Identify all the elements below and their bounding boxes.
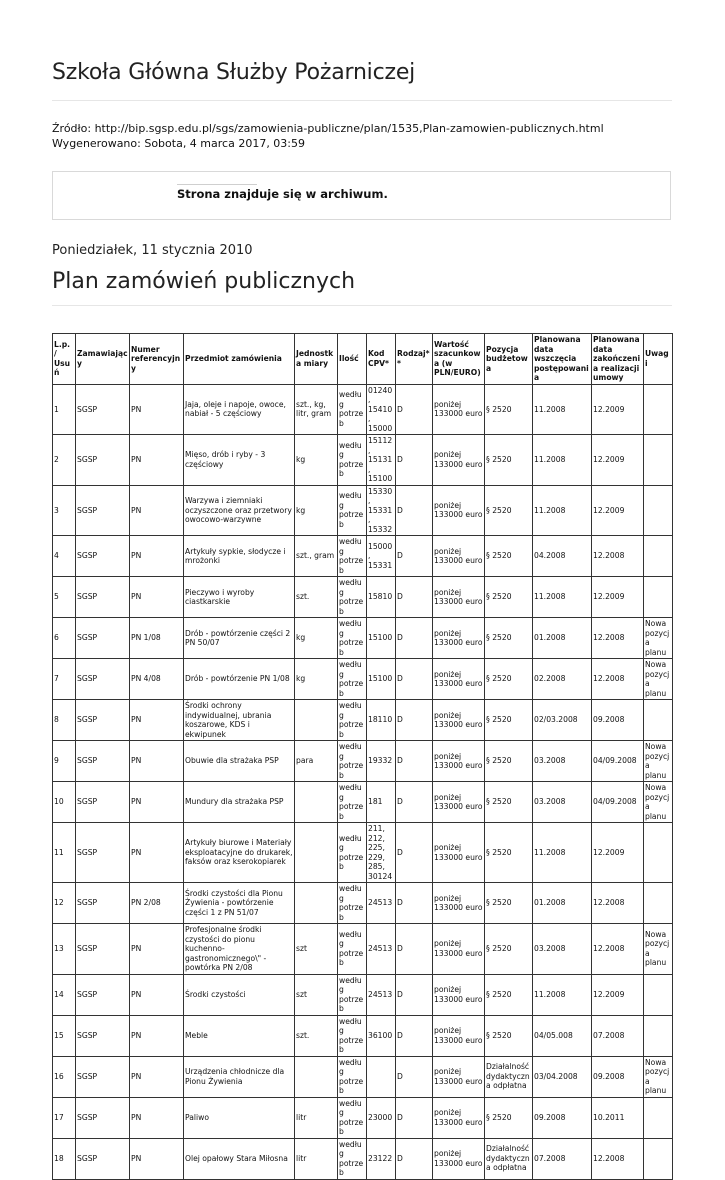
cell-jednostka: szt., kg, litr, gram xyxy=(295,384,338,435)
cell-pozycja: § 2520 xyxy=(485,577,533,618)
cell-numer: PN xyxy=(130,823,184,883)
divider xyxy=(52,305,672,306)
cell-rodzaj: D xyxy=(396,485,433,536)
cell-numer: PN xyxy=(130,577,184,618)
cell-ilosc: według potrzeb xyxy=(338,577,367,618)
cell-start: 11.2008 xyxy=(533,485,592,536)
cell-uwagi: Nowa pozycja planu xyxy=(644,782,673,823)
cell-numer: PN 4/08 xyxy=(130,659,184,700)
cell-kod-cpv: 15100 xyxy=(367,659,396,700)
cell-rodzaj: D xyxy=(396,435,433,486)
cell-uwagi xyxy=(644,435,673,486)
header-lp: L.p. / Usuń xyxy=(53,334,76,385)
cell-kod-cpv: 15112, 15131, 15100 xyxy=(367,435,396,486)
table-row xyxy=(53,1015,673,1056)
cell-rodzaj: D xyxy=(396,1015,433,1056)
cell-pozycja: § 2520 xyxy=(485,1015,533,1056)
cell-kod-cpv xyxy=(367,1056,396,1097)
cell-numer: PN xyxy=(130,435,184,486)
cell-pozycja: § 2520 xyxy=(485,536,533,577)
cell-jednostka xyxy=(295,883,338,924)
cell-end: 12.2008 xyxy=(592,618,644,659)
table-row xyxy=(53,883,673,924)
cell-zamawiajacy: SGSP xyxy=(76,1138,130,1179)
table-row xyxy=(53,823,673,883)
procurement-plan-table xyxy=(52,333,673,1180)
cell-jednostka xyxy=(295,700,338,741)
cell-rodzaj: D xyxy=(396,384,433,435)
cell-numer: PN xyxy=(130,485,184,536)
cell-numer: PN xyxy=(130,384,184,435)
cell-lp: 2 xyxy=(53,435,76,486)
cell-jednostka: para xyxy=(295,741,338,782)
cell-zamawiajacy: SGSP xyxy=(76,1097,130,1138)
cell-przedmiot: Środki czystości xyxy=(184,974,295,1015)
cell-rodzaj: D xyxy=(396,1056,433,1097)
cell-numer: PN xyxy=(130,782,184,823)
cell-rodzaj: D xyxy=(396,883,433,924)
cell-lp: 6 xyxy=(53,618,76,659)
page-title: Plan zamówień publicznych xyxy=(52,269,356,294)
cell-przedmiot: Drób - powtórzenie PN 1/08 xyxy=(184,659,295,700)
header-start: Planowana data wszczęcia postępowania xyxy=(533,334,592,385)
cell-przedmiot: Profesjonalne środki czystości do pionu kuchenno-gastronomicznego\" - powtórka PN 2/08 xyxy=(184,924,295,975)
table-header-row xyxy=(53,334,673,385)
table-row xyxy=(53,618,673,659)
cell-pozycja: § 2520 xyxy=(485,974,533,1015)
cell-lp: 3 xyxy=(53,485,76,536)
cell-kod-cpv: 24513 xyxy=(367,883,396,924)
cell-przedmiot: Drób - powtórzenie części 2 PN 50/07 xyxy=(184,618,295,659)
cell-lp: 16 xyxy=(53,1056,76,1097)
cell-pozycja: Działalność dydaktyczna odpłatna xyxy=(485,1056,533,1097)
cell-start: 03.2008 xyxy=(533,782,592,823)
cell-pozycja: § 2520 xyxy=(485,485,533,536)
cell-jednostka: kg xyxy=(295,435,338,486)
cell-ilosc: według potrzeb xyxy=(338,618,367,659)
cell-wartosc: poniżej 133000 euro xyxy=(433,924,485,975)
cell-zamawiajacy: SGSP xyxy=(76,659,130,700)
cell-rodzaj: D xyxy=(396,782,433,823)
cell-przedmiot: Artykuły sypkie, słodycze i mrożonki xyxy=(184,536,295,577)
cell-zamawiajacy: SGSP xyxy=(76,1015,130,1056)
cell-rodzaj: D xyxy=(396,618,433,659)
cell-wartosc: poniżej 133000 euro xyxy=(433,577,485,618)
cell-end: 04/09.2008 xyxy=(592,741,644,782)
cell-pozycja: § 2520 xyxy=(485,700,533,741)
cell-jednostka: szt., gram xyxy=(295,536,338,577)
header-end: Planowana data zakończenia realizacji umowy xyxy=(592,334,644,385)
header-jednostka: Jednostka miary xyxy=(295,334,338,385)
cell-przedmiot: Artykuły biurowe i Materiały eksploatacyjne do drukarek, faksów oraz kserokopiarek xyxy=(184,823,295,883)
cell-ilosc: według potrzeb xyxy=(338,1056,367,1097)
cell-end: 10.2011 xyxy=(592,1097,644,1138)
cell-start: 11.2008 xyxy=(533,435,592,486)
cell-jednostka xyxy=(295,1056,338,1097)
cell-end: 12.2008 xyxy=(592,536,644,577)
cell-rodzaj: D xyxy=(396,1138,433,1179)
cell-numer: PN 2/08 xyxy=(130,883,184,924)
cell-pozycja: § 2520 xyxy=(485,435,533,486)
cell-ilosc: według potrzeb xyxy=(338,384,367,435)
cell-start: 04.2008 xyxy=(533,536,592,577)
cell-end: 12.2009 xyxy=(592,435,644,486)
table-row xyxy=(53,435,673,486)
table-row xyxy=(53,577,673,618)
cell-ilosc: według potrzeb xyxy=(338,1097,367,1138)
cell-start: 02.2008 xyxy=(533,659,592,700)
cell-pozycja: § 2520 xyxy=(485,782,533,823)
header-uwagi: Uwagi xyxy=(644,334,673,385)
cell-pozycja: § 2520 xyxy=(485,1097,533,1138)
cell-end: 12.2009 xyxy=(592,384,644,435)
cell-start: 03.2008 xyxy=(533,741,592,782)
cell-zamawiajacy: SGSP xyxy=(76,435,130,486)
cell-start: 11.2008 xyxy=(533,384,592,435)
cell-start: 11.2008 xyxy=(533,974,592,1015)
header-wartosc: Wartość szacunkowa (w PLN/EURO) xyxy=(433,334,485,385)
table-row xyxy=(53,700,673,741)
cell-przedmiot: Jaja, oleje i napoje, owoce, nabiał - 5 częściowy xyxy=(184,384,295,435)
cell-uwagi xyxy=(644,536,673,577)
cell-zamawiajacy: SGSP xyxy=(76,577,130,618)
cell-uwagi: Nowa pozycja planu xyxy=(644,618,673,659)
cell-lp: 9 xyxy=(53,741,76,782)
cell-ilosc: według potrzeb xyxy=(338,823,367,883)
cell-przedmiot: Środki czystości dla Pionu Żywienia - powtórzenie części 1 z PN 51/07 xyxy=(184,883,295,924)
cell-start: 01.2008 xyxy=(533,618,592,659)
cell-end: 07.2008 xyxy=(592,1015,644,1056)
header-rodzaj: Rodzaj** xyxy=(396,334,433,385)
cell-lp: 1 xyxy=(53,384,76,435)
cell-uwagi xyxy=(644,1097,673,1138)
cell-lp: 18 xyxy=(53,1138,76,1179)
cell-rodzaj: D xyxy=(396,659,433,700)
cell-numer: PN xyxy=(130,536,184,577)
header-kod: Kod CPV* xyxy=(367,334,396,385)
archive-notice: Strona znajduje się w archiwum. xyxy=(177,187,388,201)
cell-jednostka: kg xyxy=(295,485,338,536)
cell-uwagi xyxy=(644,1015,673,1056)
table-row xyxy=(53,1138,673,1179)
table-row xyxy=(53,1056,673,1097)
cell-zamawiajacy: SGSP xyxy=(76,618,130,659)
cell-zamawiajacy: SGSP xyxy=(76,782,130,823)
cell-przedmiot: Obuwie dla strażaka PSP xyxy=(184,741,295,782)
cell-wartosc: poniżej 133000 euro xyxy=(433,384,485,435)
archive-notice-box xyxy=(52,171,671,220)
cell-end: 12.2009 xyxy=(592,823,644,883)
cell-wartosc: poniżej 133000 euro xyxy=(433,883,485,924)
table-row xyxy=(53,741,673,782)
cell-uwagi xyxy=(644,883,673,924)
generated-date-line: Wygenerowano: Sobota, 4 marca 2017, 03:59 xyxy=(52,137,306,150)
cell-kod-cpv: 01240, 15410, 15000 xyxy=(367,384,396,435)
cell-kod-cpv: 15000, 15331 xyxy=(367,536,396,577)
cell-lp: 10 xyxy=(53,782,76,823)
cell-kod-cpv: 18110 xyxy=(367,700,396,741)
table-row xyxy=(53,924,673,975)
cell-wartosc: poniżej 133000 euro xyxy=(433,618,485,659)
table-row xyxy=(53,1097,673,1138)
cell-zamawiajacy: SGSP xyxy=(76,1056,130,1097)
table-body xyxy=(53,384,673,1179)
source-url-line: Źródło: http://bip.sgsp.edu.pl/sgs/zamowienia-publiczne/plan/1535,Plan-zamowien-publicznych.html xyxy=(52,122,604,135)
cell-wartosc: poniżej 133000 euro xyxy=(433,700,485,741)
cell-lp: 17 xyxy=(53,1097,76,1138)
header-przedmiot: Przedmiot zamówienia xyxy=(184,334,295,385)
cell-jednostka xyxy=(295,823,338,883)
cell-ilosc: według potrzeb xyxy=(338,1138,367,1179)
cell-start: 09.2008 xyxy=(533,1097,592,1138)
cell-end: 12.2009 xyxy=(592,577,644,618)
cell-kod-cpv: 23000 xyxy=(367,1097,396,1138)
cell-wartosc: poniżej 133000 euro xyxy=(433,1056,485,1097)
cell-przedmiot: Olej opałowy Stara Miłosna xyxy=(184,1138,295,1179)
cell-lp: 14 xyxy=(53,974,76,1015)
cell-kod-cpv: 24513 xyxy=(367,974,396,1015)
cell-wartosc: poniżej 133000 euro xyxy=(433,823,485,883)
cell-zamawiajacy: SGSP xyxy=(76,700,130,741)
cell-numer: PN xyxy=(130,924,184,975)
cell-pozycja: § 2520 xyxy=(485,924,533,975)
cell-lp: 7 xyxy=(53,659,76,700)
cell-kod-cpv: 181 xyxy=(367,782,396,823)
cell-numer: PN xyxy=(130,1138,184,1179)
cell-pozycja: § 2520 xyxy=(485,659,533,700)
cell-uwagi: Nowa pozycja planu xyxy=(644,659,673,700)
cell-pozycja: § 2520 xyxy=(485,618,533,659)
cell-end: 12.2009 xyxy=(592,485,644,536)
cell-start: 11.2008 xyxy=(533,823,592,883)
cell-przedmiot: Paliwo xyxy=(184,1097,295,1138)
cell-ilosc: według potrzeb xyxy=(338,924,367,975)
header-pozycja: Pozycja budżetowa xyxy=(485,334,533,385)
cell-uwagi: Nowa pozycja planu xyxy=(644,1056,673,1097)
cell-numer: PN xyxy=(130,700,184,741)
cell-numer: PN xyxy=(130,974,184,1015)
cell-end: 04/09.2008 xyxy=(592,782,644,823)
publication-date: Poniedziałek, 11 stycznia 2010 xyxy=(52,243,253,258)
cell-wartosc: poniżej 133000 euro xyxy=(433,1097,485,1138)
cell-end: 09.2008 xyxy=(592,1056,644,1097)
cell-zamawiajacy: SGSP xyxy=(76,823,130,883)
cell-start: 03/04.2008 xyxy=(533,1056,592,1097)
cell-jednostka: szt. xyxy=(295,577,338,618)
cell-ilosc: według potrzeb xyxy=(338,659,367,700)
cell-uwagi xyxy=(644,700,673,741)
cell-kod-cpv: 211, 212, 225, 229, 285, 30124 xyxy=(367,823,396,883)
cell-numer: PN xyxy=(130,1097,184,1138)
cell-ilosc: według potrzeb xyxy=(338,700,367,741)
cell-end: 12.2008 xyxy=(592,883,644,924)
cell-pozycja: § 2520 xyxy=(485,741,533,782)
cell-end: 12.2008 xyxy=(592,924,644,975)
cell-start: 01.2008 xyxy=(533,883,592,924)
cell-przedmiot: Meble xyxy=(184,1015,295,1056)
cell-ilosc: według potrzeb xyxy=(338,435,367,486)
cell-kod-cpv: 23122 xyxy=(367,1138,396,1179)
cell-rodzaj: D xyxy=(396,924,433,975)
cell-end: 12.2009 xyxy=(592,974,644,1015)
cell-jednostka xyxy=(295,782,338,823)
cell-start: 02/03.2008 xyxy=(533,700,592,741)
cell-ilosc: według potrzeb xyxy=(338,1015,367,1056)
cell-przedmiot: Mundury dla strażaka PSP xyxy=(184,782,295,823)
cell-pozycja: Działalność dydaktyczna odpłatna xyxy=(485,1138,533,1179)
cell-wartosc: poniżej 133000 euro xyxy=(433,485,485,536)
cell-ilosc: według potrzeb xyxy=(338,536,367,577)
cell-rodzaj: D xyxy=(396,577,433,618)
cell-przedmiot: Warzywa i ziemniaki oczyszczone oraz przetwory owocowo-warzywne xyxy=(184,485,295,536)
cell-uwagi: Nowa pozycja planu xyxy=(644,924,673,975)
table-row xyxy=(53,782,673,823)
header-ilosc: Ilość xyxy=(338,334,367,385)
cell-lp: 4 xyxy=(53,536,76,577)
source-meta xyxy=(52,121,604,151)
cell-lp: 12 xyxy=(53,883,76,924)
cell-jednostka: litr xyxy=(295,1097,338,1138)
cell-wartosc: poniżej 133000 euro xyxy=(433,435,485,486)
cell-lp: 11 xyxy=(53,823,76,883)
cell-wartosc: poniżej 133000 euro xyxy=(433,1138,485,1179)
header-numer: Numer referencyjny xyxy=(130,334,184,385)
cell-pozycja: § 2520 xyxy=(485,883,533,924)
cell-ilosc: według potrzeb xyxy=(338,741,367,782)
cell-wartosc: poniżej 133000 euro xyxy=(433,974,485,1015)
cell-start: 04/05.008 xyxy=(533,1015,592,1056)
cell-wartosc: poniżej 133000 euro xyxy=(433,782,485,823)
cell-lp: 8 xyxy=(53,700,76,741)
cell-uwagi: Nowa pozycja planu xyxy=(644,741,673,782)
cell-zamawiajacy: SGSP xyxy=(76,883,130,924)
cell-jednostka: kg xyxy=(295,659,338,700)
cell-end: 12.2008 xyxy=(592,659,644,700)
site-title: Szkoła Główna Służby Pożarniczej xyxy=(52,60,416,85)
cell-przedmiot: Mięso, drób i ryby - 3 częściowy xyxy=(184,435,295,486)
cell-zamawiajacy: SGSP xyxy=(76,485,130,536)
cell-rodzaj: D xyxy=(396,741,433,782)
cell-start: 07.2008 xyxy=(533,1138,592,1179)
cell-jednostka: kg xyxy=(295,618,338,659)
cell-jednostka: litr xyxy=(295,1138,338,1179)
cell-end: 12.2008 xyxy=(592,1138,644,1179)
table-row xyxy=(53,974,673,1015)
cell-uwagi xyxy=(644,485,673,536)
cell-kod-cpv: 15810 xyxy=(367,577,396,618)
table-row xyxy=(53,485,673,536)
cell-ilosc: według potrzeb xyxy=(338,883,367,924)
cell-uwagi xyxy=(644,384,673,435)
cell-pozycja: § 2520 xyxy=(485,823,533,883)
cell-ilosc: według potrzeb xyxy=(338,974,367,1015)
cell-przedmiot: Urządzenia chłodnicze dla Pionu Żywienia xyxy=(184,1056,295,1097)
table-row xyxy=(53,659,673,700)
cell-zamawiajacy: SGSP xyxy=(76,384,130,435)
cell-wartosc: poniżej 133000 euro xyxy=(433,659,485,700)
cell-wartosc: poniżej 133000 euro xyxy=(433,536,485,577)
cell-wartosc: poniżej 133000 euro xyxy=(433,741,485,782)
header-zamawiajacy: Zamawiający xyxy=(76,334,130,385)
cell-lp: 13 xyxy=(53,924,76,975)
cell-kod-cpv: 15330, 15331, 15332 xyxy=(367,485,396,536)
cell-numer: PN xyxy=(130,741,184,782)
cell-uwagi xyxy=(644,823,673,883)
cell-lp: 15 xyxy=(53,1015,76,1056)
cell-uwagi xyxy=(644,1138,673,1179)
cell-pozycja: § 2520 xyxy=(485,384,533,435)
cell-rodzaj: D xyxy=(396,700,433,741)
cell-kod-cpv: 24513 xyxy=(367,924,396,975)
cell-start: 03.2008 xyxy=(533,924,592,975)
archive-divider xyxy=(177,184,257,185)
cell-przedmiot: Pieczywo i wyroby ciastkarskie xyxy=(184,577,295,618)
cell-kod-cpv: 19332 xyxy=(367,741,396,782)
cell-jednostka: szt xyxy=(295,924,338,975)
cell-rodzaj: D xyxy=(396,974,433,1015)
cell-jednostka: szt xyxy=(295,974,338,1015)
cell-numer: PN xyxy=(130,1015,184,1056)
cell-rodzaj: D xyxy=(396,823,433,883)
cell-przedmiot: Środki ochrony indywidualnej, ubrania koszarowe, KDS i ekwipunek xyxy=(184,700,295,741)
cell-uwagi xyxy=(644,974,673,1015)
table-row xyxy=(53,384,673,435)
cell-ilosc: według potrzeb xyxy=(338,485,367,536)
cell-start: 11.2008 xyxy=(533,577,592,618)
cell-kod-cpv: 36100 xyxy=(367,1015,396,1056)
cell-zamawiajacy: SGSP xyxy=(76,924,130,975)
cell-uwagi xyxy=(644,577,673,618)
cell-numer: PN 1/08 xyxy=(130,618,184,659)
cell-zamawiajacy: SGSP xyxy=(76,974,130,1015)
cell-lp: 5 xyxy=(53,577,76,618)
cell-numer: PN xyxy=(130,1056,184,1097)
cell-zamawiajacy: SGSP xyxy=(76,536,130,577)
cell-kod-cpv: 15100 xyxy=(367,618,396,659)
cell-rodzaj: D xyxy=(396,536,433,577)
divider xyxy=(52,100,672,101)
cell-ilosc: według potrzeb xyxy=(338,782,367,823)
cell-end: 09.2008 xyxy=(592,700,644,741)
cell-rodzaj: D xyxy=(396,1097,433,1138)
cell-zamawiajacy: SGSP xyxy=(76,741,130,782)
table-row xyxy=(53,536,673,577)
cell-jednostka: szt. xyxy=(295,1015,338,1056)
cell-wartosc: poniżej 133000 euro xyxy=(433,1015,485,1056)
